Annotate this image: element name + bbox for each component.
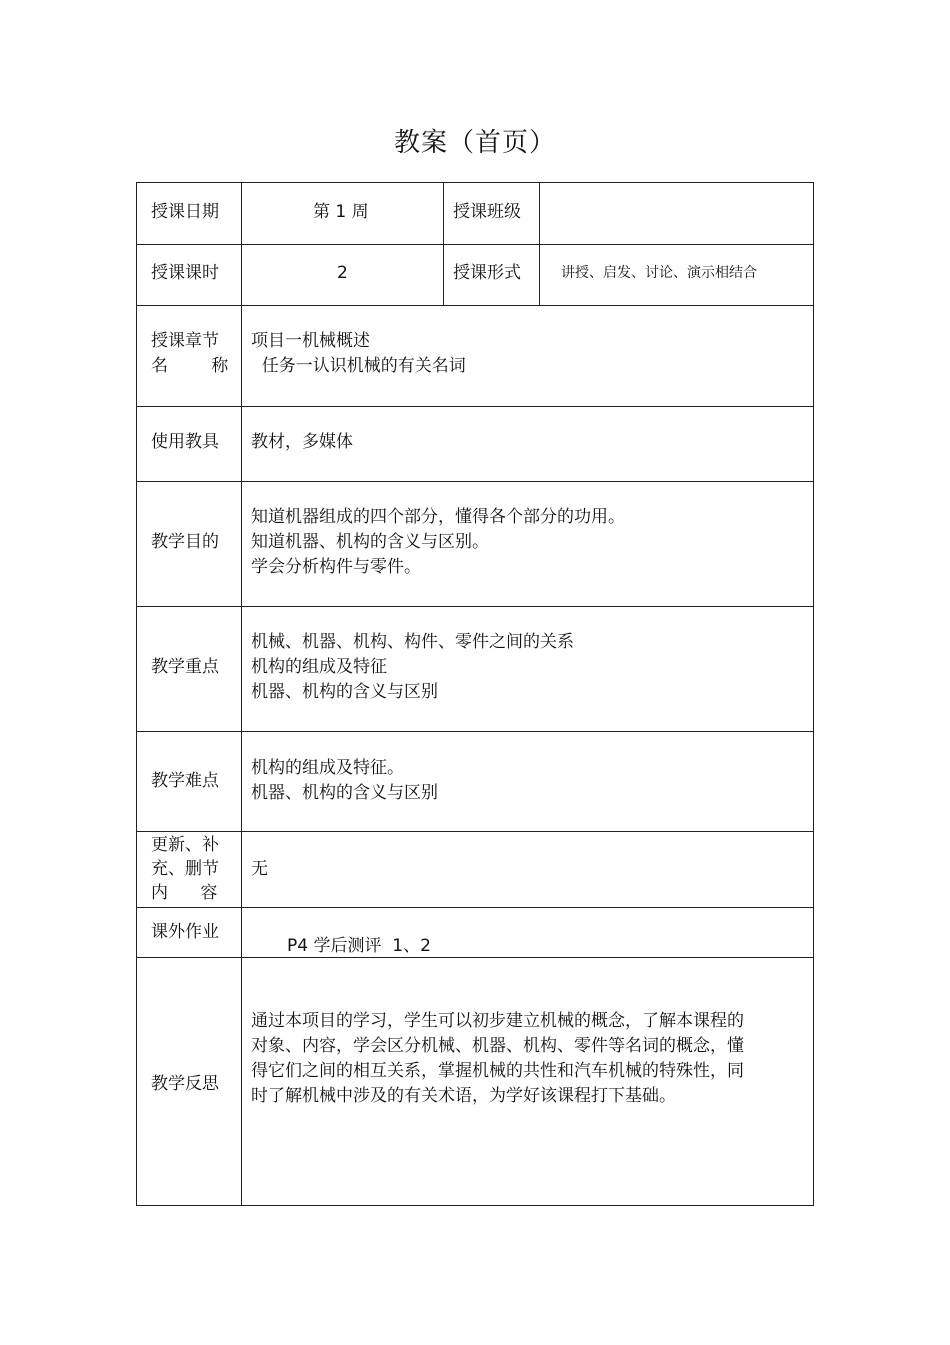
label-objectives: 教学目的: [151, 532, 219, 552]
label-format: 授课形式: [453, 263, 521, 283]
key-point-line: 机械、机器、机构、构件、零件之间的关系: [251, 632, 574, 652]
row-divider: [137, 244, 813, 245]
label-updates-2: 充、删节: [151, 859, 219, 879]
value-homework: P4 学后测评 1、2: [287, 936, 431, 956]
objective-line: 知道机器组成的四个部分，懂得各个部分的功用。: [251, 507, 625, 527]
label-key-points: 教学重点: [151, 657, 219, 677]
lesson-plan-table: [136, 182, 814, 1206]
column-divider: [241, 183, 242, 1205]
objective-line: 学会分析构件与零件。: [251, 557, 421, 577]
reflection-line: 对象、内容，学会区分机械、机器、机构、零件等名词的概念，懂: [251, 1036, 744, 1056]
label-updates-3: 内 容: [151, 883, 218, 903]
label-difficulties: 教学难点: [151, 771, 219, 791]
row-divider: [137, 957, 813, 958]
label-homework: 课外作业: [151, 922, 219, 942]
value-tools: 教材，多媒体: [251, 432, 353, 452]
value-date: 第 1 周: [313, 202, 369, 222]
row-divider: [137, 481, 813, 482]
key-point-line: 机构的组成及特征: [251, 657, 387, 677]
reflection-line: 时了解机械中涉及的有关术语，为学好该课程打下基础。: [251, 1086, 676, 1106]
label-updates-1: 更新、补: [151, 835, 219, 855]
label-reflection: 教学反思: [151, 1074, 219, 1094]
reflection-line: 通过本项目的学习，学生可以初步建立机械的概念，了解本课程的: [251, 1011, 744, 1031]
label-class: 授课班级: [453, 202, 521, 222]
value-hours: 2: [337, 263, 348, 283]
key-point-line: 机器、机构的含义与区别: [251, 682, 438, 702]
label-chapter-2: 名 称: [151, 356, 229, 376]
row-divider: [137, 907, 813, 908]
row-divider: [137, 305, 813, 306]
chapter-task: 任务一认识机械的有关名词: [251, 356, 466, 376]
difficulty-line: 机构的组成及特征。: [251, 758, 404, 778]
value-format: 讲授、启发、讨论、演示相结合: [561, 265, 757, 281]
row-divider: [137, 731, 813, 732]
label-date: 授课日期: [151, 202, 219, 222]
row-divider: [137, 606, 813, 607]
row-divider: [137, 831, 813, 832]
column-divider: [443, 183, 444, 305]
reflection-line: 得它们之间的相互关系，掌握机械的共性和汽车机械的特殊性，同: [251, 1061, 744, 1081]
value-updates: 无: [251, 859, 268, 879]
objective-line: 知道机器、机构的含义与区别。: [251, 532, 489, 552]
label-chapter-1: 授课章节: [151, 331, 219, 351]
column-divider: [539, 183, 540, 305]
chapter-project: 项目一机械概述: [251, 331, 370, 351]
difficulty-line: 机器、机构的含义与区别: [251, 783, 438, 803]
page-title: 教案（首页）: [393, 128, 556, 158]
row-divider: [137, 406, 813, 407]
label-hours: 授课课时: [151, 263, 219, 283]
label-tools: 使用教具: [151, 432, 219, 452]
